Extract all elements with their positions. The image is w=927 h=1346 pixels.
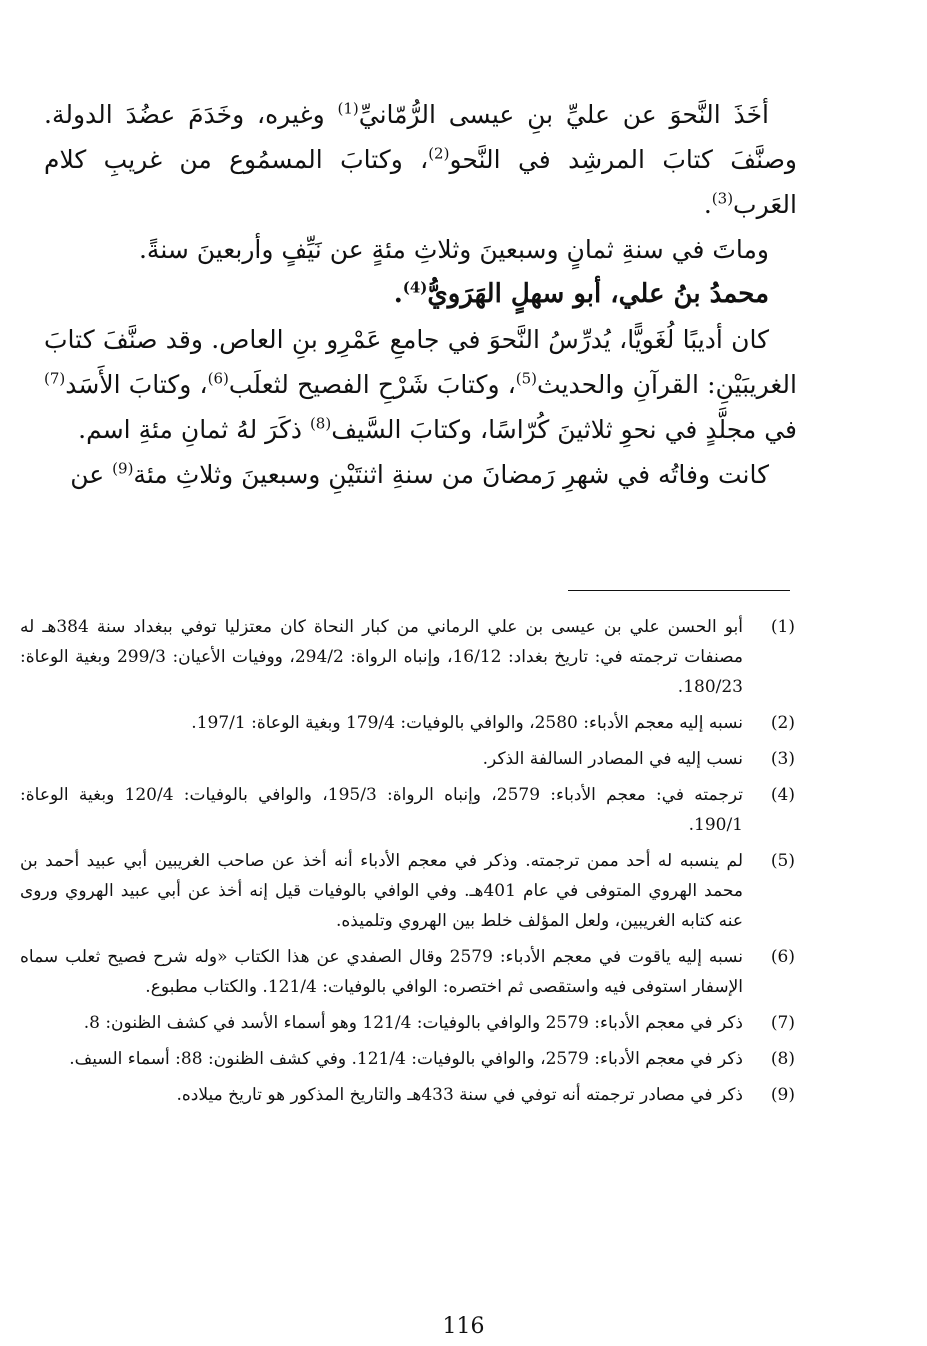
footnote-text: نسبه إليه معجم الأدباء: 2580، والوافي بالوفيات: 179/4 وبغية الوعاة: 197/1. <box>191 713 743 733</box>
footnote-number: (6) <box>770 947 795 967</box>
footnote-number: (4) <box>770 785 795 805</box>
text-span: ، وكتابَ شَرْحِ الفصيح لثعلَب <box>228 370 516 399</box>
footnote-ref: (5) <box>515 369 538 388</box>
footnote-item <box>20 1008 795 1038</box>
text-span: ، وكتابَ المسمُوع من غريبِ كلام العَرب <box>44 145 797 219</box>
text-span: كان أديبًا لُغَويًّا، يُدرِّسُ النَّحوَ في جامعِ عَمْرِو بنِ العاص. وقد صنَّفَ كتابَ الغريبَيْنِ: القرآنِ والحديث <box>44 325 797 399</box>
footnote-number: (1) <box>770 617 795 637</box>
text-span: ، وكتابَ الأَسَد <box>65 370 208 399</box>
footnote-text: ذكر في مصادر ترجمته أنه توفي في سنة 433هـ والتاريخ المذكور هو تاريخ ميلاده. <box>176 1085 743 1105</box>
footnote-text: أبو الحسن علي بن عيسى بن علي الرماني من كبار النحاة كان معتزليا توفي ببغداد سنة 384هـ له مصنفات ترجمته في: تاريخ بغداد: 16/12، وإنباه الرواة: 294/2، ووفيات الأعيان: 299/3 وبغية الوعاة: 180/23. <box>20 617 744 697</box>
text-span: كانت وفاتُه في شهرِ رَمضانَ من سنةِ اثنتَيْنِ وسبعينَ وثلاثِ مئة <box>133 460 769 489</box>
paragraph-3 <box>44 317 797 452</box>
text-span: عن <box>70 460 113 489</box>
paragraph-4 <box>44 452 797 497</box>
footnote-number: (9) <box>770 1085 795 1105</box>
footnote-ref: (3) <box>711 189 734 208</box>
text-span: . <box>703 190 712 219</box>
text-span: ذكَرَ لهُ ثمانِ مئةِ اسم. <box>78 415 310 444</box>
footnote-ref: (7) <box>44 369 66 388</box>
heading-text: محمدُ بنُ علي، أبو سهلٍ الهَرَويُّ <box>427 279 769 309</box>
text-span: وغيره، وخَدَمَ عضُدَ الدولة. وصنَّفَ كتابَ المرشِد في النَّحو <box>44 100 798 174</box>
footnote-item <box>20 744 795 774</box>
footnote-separator <box>568 590 790 591</box>
footnote-number: (7) <box>770 1013 795 1033</box>
footnote-item <box>20 1044 795 1074</box>
footnote-text: نسب إليه في المصادر السالفة الذكر. <box>482 749 743 769</box>
text-span: في مجلَّدٍ في نحوِ ثلاثينَ كُرّاسًا، وكتابَ السَّيف <box>331 415 797 444</box>
footnote-number: (5) <box>770 851 795 871</box>
footnote-ref: (9) <box>112 459 134 478</box>
footnote-text: ترجمته في: معجم الأدباء: 2579، وإنباه الرواة: 195/3، والوافي بالوفيات: 120/4 وبغية الوعاة: 190/1. <box>20 785 743 835</box>
footnote-number: (2) <box>770 713 795 733</box>
footnote-item <box>20 1080 795 1110</box>
text-span: أخَذَ النَّحوَ عن عليِّ بنِ عيسى الرُّمّانيِّ <box>358 100 770 129</box>
footnote-text: ذكر في معجم الأدباء: 2579، والوافي بالوفيات: 121/4. وفي كشف الظنون: 88: أسماء السيف. <box>69 1049 743 1069</box>
paragraph-2: وماتَ في سنةِ ثمانٍ وسبعينَ وثلاثِ مئةٍ عن نَيِّفٍ وأربعينَ سنةً. <box>138 235 769 264</box>
footnote-number: (8) <box>770 1049 795 1069</box>
footnote-text: لم ينسبه له أحد ممن ترجمته. وذكر في معجم الأدباء أنه أخذ عن صاحب الغريبين أبي عبيد أحمد بن محمد الهروي المتوفى في عام 401هـ. وفي الوافي بالوفيات قيل إنه أخذ عن أبي عبيد الهروي وروى عنه كتابه الغريبين، ولعل المؤلف خلط بين الهروي وتلميذه. <box>20 851 743 931</box>
footnote-ref: (6) <box>207 369 229 388</box>
footnote-number: (3) <box>770 749 795 769</box>
footnote-item <box>20 708 795 738</box>
footnotes <box>20 612 795 1116</box>
footnote-item <box>20 612 795 702</box>
paragraph-1 <box>44 92 797 227</box>
text-span: . <box>393 279 403 309</box>
footnote-item <box>20 846 795 936</box>
footnote-text: نسبه إليه ياقوت في معجم الأدباء: 2579 وقال الصفدي عن هذا الكتاب «وله شرح فصيح ثعلب سماه الإسفار استوفى فيه واستقصى ثم اختصره: الوافي بالوفيات: 121/4. والكتاب مطبوع. <box>20 947 743 997</box>
footnote-ref: (8) <box>309 414 332 433</box>
main-text <box>44 92 797 497</box>
footnote-ref: (2) <box>428 144 450 163</box>
footnote-text: ذكر في معجم الأدباء: 2579 والوافي بالوفيات: 121/4 وهو أسماء الأسد في كشف الظنون: 8. <box>83 1013 743 1033</box>
entry-heading <box>44 272 797 317</box>
footnote-item <box>20 942 795 1002</box>
footnote-ref: (4) <box>402 278 428 297</box>
footnote-item <box>20 780 795 840</box>
footnote-ref: (1) <box>337 99 359 118</box>
page-number: 116 <box>442 1314 485 1339</box>
